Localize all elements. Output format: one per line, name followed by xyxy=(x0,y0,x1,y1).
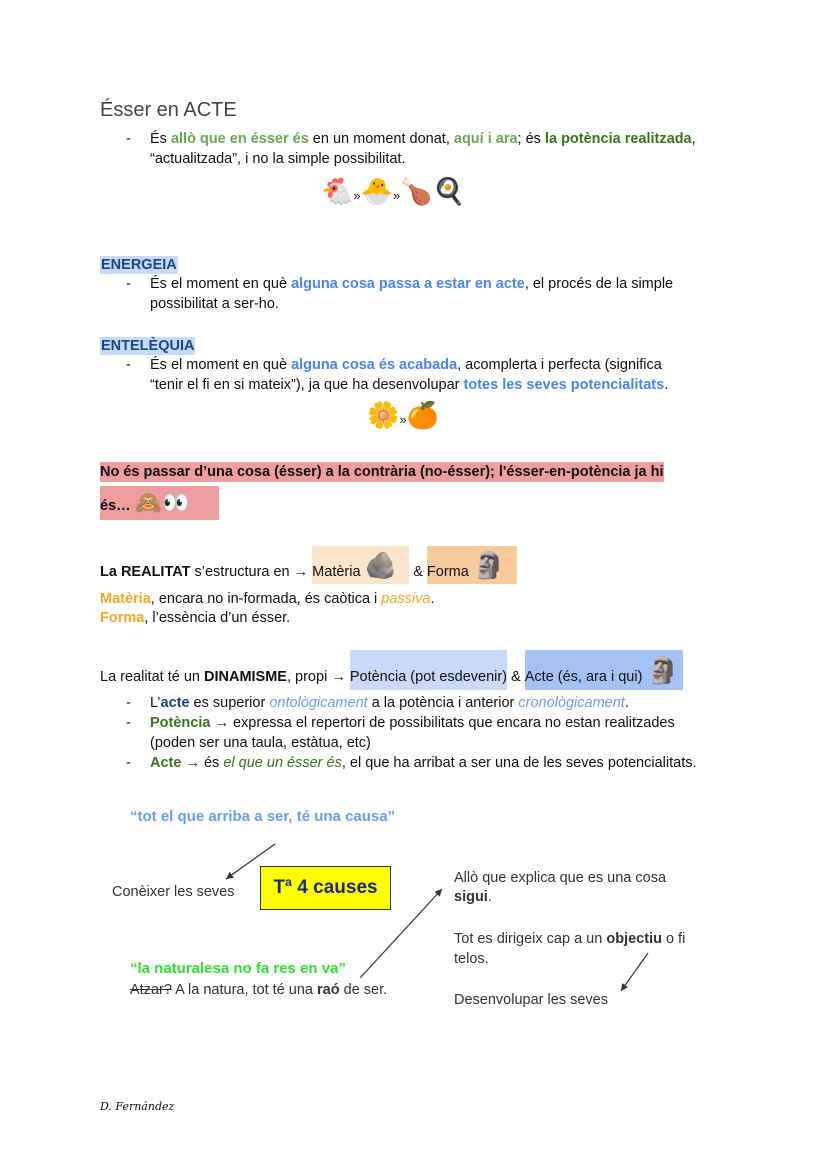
text: ; és xyxy=(517,131,545,147)
text: . xyxy=(487,889,492,905)
text: → expressa el repertori de possibilitats que encara no estan realitzades xyxy=(210,715,675,731)
eyes-icon: 👀 xyxy=(162,490,190,515)
energeia-line2: possibilitat a ser-ho. xyxy=(150,296,279,312)
warning-line1: No és passar d’una cosa (ésser) a la contrària (no-ésser); l'ésser-en-potència ja hi xyxy=(100,464,664,480)
text: És el moment en què xyxy=(150,276,292,292)
desenvolupar-text: Desenvolupar les seves xyxy=(454,992,608,1008)
text: . xyxy=(624,695,629,711)
text: Matèria xyxy=(100,591,151,607)
hatching-chick-icon: 🐣 xyxy=(360,176,393,206)
bullet-potencia-line2: (poden ser una taula, estàtua, etc) xyxy=(150,735,371,751)
text: s’estructura en → xyxy=(190,564,313,580)
orange-icon: 🍊 xyxy=(406,400,439,430)
bold-text: Acte xyxy=(150,755,182,771)
bold-text: Potència xyxy=(150,715,211,731)
text: en un moment donat, xyxy=(308,131,454,147)
arrow-to-desenvolupar xyxy=(621,953,648,991)
entelequia-heading: ENTELÈQUIA xyxy=(101,338,195,354)
text: , el que ha arribat a ser una de les seves potencialitats. xyxy=(341,755,697,771)
coneixer-text: Conèixer les seves xyxy=(112,884,235,900)
text: Tot es dirigeix cap a un xyxy=(454,931,607,947)
text: Forma xyxy=(100,610,145,626)
allo-text: Allò que explica que es una cosa xyxy=(454,870,667,886)
text: , propi → xyxy=(286,669,350,685)
bold-text: objectiu xyxy=(606,931,662,947)
text: o fi xyxy=(661,931,686,947)
see-no-evil-monkey-icon: 🙈 xyxy=(134,490,163,515)
text: , encara no in-formada, és caòtica i xyxy=(150,591,382,607)
text: A la natura, tot té una xyxy=(171,982,318,998)
bullet-dash: - xyxy=(126,715,131,731)
blossom-icon: 🌼 xyxy=(367,400,400,430)
bold-text: DINAMISME xyxy=(204,669,287,685)
text: & xyxy=(409,564,427,580)
text: És el moment en què xyxy=(150,357,292,373)
bullet-dash: - xyxy=(126,131,131,147)
objectiu-text xyxy=(454,931,685,947)
text: , el procés de la simple xyxy=(524,276,674,292)
text: el que un ésser és xyxy=(223,755,342,771)
text: ontològicament xyxy=(269,695,368,711)
highlight-text: la potència realitzada xyxy=(544,131,692,147)
highlight-text: alguna cosa és acabada xyxy=(291,357,458,373)
text: a la potència i anterior xyxy=(367,695,519,711)
bullet-dash: - xyxy=(126,357,131,373)
energeia-heading: ENERGEIA xyxy=(101,257,177,273)
text: , l’essència d’un ésser. xyxy=(144,610,291,626)
potencia-highlight: Potència (pot esdevenir) xyxy=(350,650,507,690)
bullet-dash: - xyxy=(126,755,131,771)
text: cronològicament xyxy=(518,695,625,711)
text: . xyxy=(664,377,669,393)
quote-naturalesa: “la naturalesa no fa res en va” xyxy=(130,960,346,977)
author-signature: D. Fernández xyxy=(100,1100,175,1113)
bullet-dash: - xyxy=(126,695,131,711)
text: Forma xyxy=(426,564,469,580)
page-title: Ésser en ACTE xyxy=(100,99,237,121)
acte-definition-line2: “actualitzada”, i no la simple possibilitat. xyxy=(150,151,406,167)
text: . xyxy=(430,591,435,607)
arrow-icon: » xyxy=(399,412,407,427)
text: Matèria xyxy=(312,564,361,580)
text: Acte (és, ara i qui) xyxy=(524,669,643,685)
rock-icon: 🪨 xyxy=(364,550,397,580)
bold-text: La REALITAT xyxy=(100,564,191,580)
quote-causa: “tot el que arriba a ser, té una causa” xyxy=(130,808,396,825)
text: és… xyxy=(100,498,131,514)
text: es superior xyxy=(189,695,270,711)
chicken-icon: 🐔 xyxy=(321,176,354,206)
bold-text: sigui xyxy=(454,889,488,905)
text: de ser. xyxy=(339,982,388,998)
bold-text: acte xyxy=(160,695,190,711)
highlight-text: aquí i ara xyxy=(453,131,518,147)
text: “tenir el fi en si mateix”), ja que ha desenvolupar xyxy=(150,377,464,393)
bold-text: raó xyxy=(317,982,340,998)
text: L’ xyxy=(150,695,161,711)
bullet-dash: - xyxy=(126,276,131,292)
text: És xyxy=(150,131,171,147)
text: , xyxy=(691,131,696,147)
frying-pan-icon: 🍳 xyxy=(432,176,465,206)
arrow-icon: » xyxy=(392,188,401,203)
four-causes-box: Tª 4 causes xyxy=(260,866,391,910)
arrow-icon: » xyxy=(353,188,361,203)
text: La realitat té un xyxy=(100,669,204,685)
sigui-text xyxy=(454,889,492,905)
poultry-leg-icon: 🍗 xyxy=(400,176,433,206)
text: , acomplerta i perfecta (significa xyxy=(457,357,662,373)
text: → és xyxy=(181,755,224,771)
strikethrough-text: Atzar? xyxy=(130,982,172,998)
text: & xyxy=(507,669,525,685)
highlight-text: totes les seves potencialitats xyxy=(463,377,665,393)
telos-text: telos. xyxy=(454,951,489,967)
highlight-text: alguna cosa passa a estar en acte xyxy=(291,276,525,292)
highlight-text: allò que en ésser és xyxy=(170,131,309,147)
text: passiva xyxy=(381,591,431,607)
moai-icon: 🗿 xyxy=(646,655,679,685)
moai-icon: 🗿 xyxy=(472,550,506,580)
atzar-line xyxy=(130,982,387,998)
